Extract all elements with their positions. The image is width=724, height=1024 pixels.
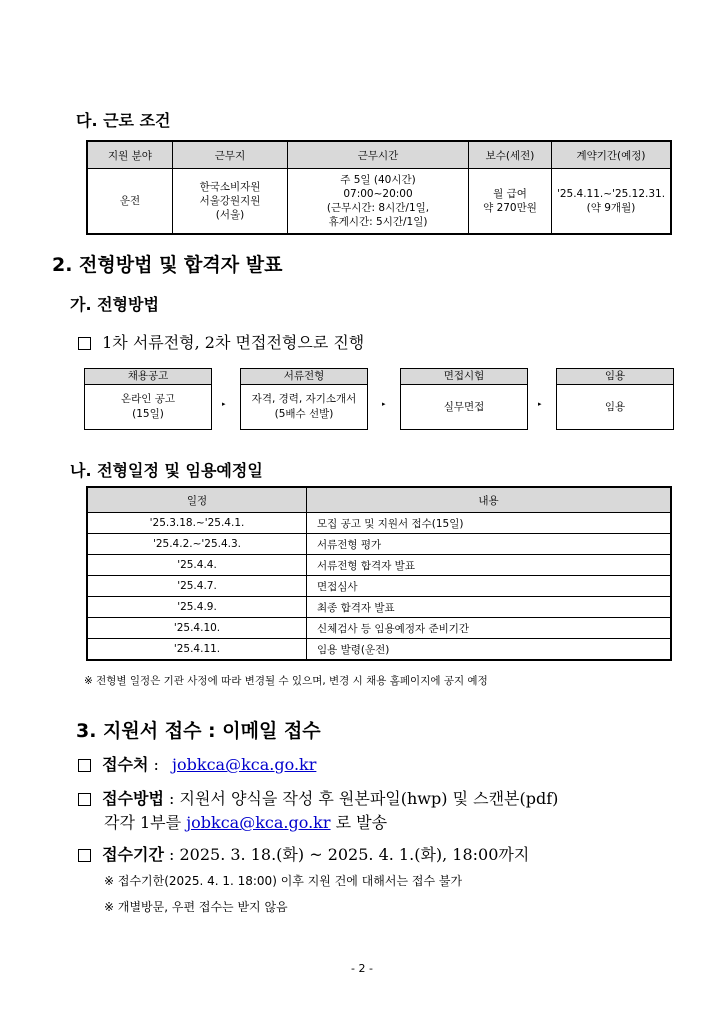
schedule-date: '25.4.4. <box>87 555 307 576</box>
section2-sub-ga: 가. 전형방법 <box>70 295 159 314</box>
pay-line: 약 270만원 <box>483 202 537 214</box>
cell-period <box>552 169 672 235</box>
flow-body-line: 온라인 공고 <box>120 393 176 405</box>
receiver-line <box>78 752 316 775</box>
cell-field: 운전 <box>87 169 173 235</box>
flow-step-appointment <box>556 368 674 430</box>
flow-arrow-icon: ▸ <box>538 400 542 408</box>
checkbox-icon <box>78 759 91 772</box>
header-date: 일정 <box>87 487 307 513</box>
method-line <box>78 330 364 353</box>
schedule-date: '25.4.2.~'25.4.3. <box>87 534 307 555</box>
schedule-date: '25.4.11. <box>87 639 307 661</box>
checkbox-icon <box>78 849 91 862</box>
flow-step-body <box>557 385 673 429</box>
schedule-content: 서류전형 평가 <box>307 534 672 555</box>
section-da-title: 다. 근로 조건 <box>76 111 171 130</box>
flow-body-line: (5배수 선발) <box>274 408 334 420</box>
hours-line: (근무시간: 8시간/1일, <box>326 202 430 214</box>
flow-step-document <box>240 368 368 430</box>
schedule-note: ※ 전형별 일정은 기관 사정에 따라 변경될 수 있으며, 변경 시 채용 홈페이지에 공지 예정 <box>84 675 488 687</box>
schedule-content: 최종 합격자 발표 <box>307 597 672 618</box>
schedule-content: 서류전형 합격자 발표 <box>307 555 672 576</box>
section2-sub-na: 나. 전형일정 및 임용예정일 <box>70 461 263 480</box>
schedule-content: 임용 발령(운전) <box>307 639 672 661</box>
hours-line: 주 5일 (40시간) <box>340 174 416 186</box>
flow-body-line: 자격, 경력, 자기소개서 <box>251 393 357 405</box>
flow-arrow-icon: ▸ <box>382 400 386 408</box>
table-row <box>87 534 671 555</box>
section2-title: 2. 전형방법 및 합격자 발표 <box>52 254 283 276</box>
flow-step-body <box>401 385 527 429</box>
work-conditions-table <box>86 140 672 235</box>
schedule-content: 모집 공고 및 지원서 접수(15일) <box>307 513 672 534</box>
table-row <box>87 639 671 661</box>
cell-pay <box>469 169 552 235</box>
flow-step-head: 임용 <box>557 369 673 385</box>
flow-body-line: (15일) <box>132 408 164 420</box>
receiver-separator: : <box>148 755 165 774</box>
header-field: 지원 분야 <box>87 141 173 169</box>
period-note-2: ※ 개별방문, 우편 접수는 받지 않음 <box>104 900 288 914</box>
section3-title: 3. 지원서 접수 : 이메일 접수 <box>76 720 321 742</box>
header-hours: 근무시간 <box>288 141 469 169</box>
flow-step-body <box>85 385 211 429</box>
header-content: 내용 <box>307 487 672 513</box>
submit-method-text: : 지원서 양식을 작성 후 원본파일(hwp) 및 스캔본(pdf) <box>163 789 559 808</box>
period-line <box>78 842 529 865</box>
cell-location <box>173 169 288 235</box>
method-line-2 <box>104 810 387 833</box>
table-row <box>87 576 671 597</box>
flow-body-line: 임용 <box>604 400 626 413</box>
page-number: - 2 - <box>351 962 373 975</box>
method-line-1 <box>78 786 558 809</box>
schedule-content: 면접심사 <box>307 576 672 597</box>
pay-line: 월 급여 <box>493 188 527 200</box>
table-header-row <box>87 487 671 513</box>
flow-step-announcement <box>84 368 212 430</box>
flow-step-interview <box>400 368 528 430</box>
submit-method-label: 접수방법 <box>102 789 164 808</box>
table-row <box>87 555 671 576</box>
flow-step-head: 채용공고 <box>85 369 211 385</box>
submit-method-text-2a: 각각 1부를 <box>104 813 187 832</box>
schedule-table <box>86 486 672 661</box>
hours-line: 07:00~20:00 <box>343 188 413 200</box>
cell-hours <box>288 169 469 235</box>
period-note-1: ※ 접수기한(2025. 4. 1. 18:00) 이후 지원 건에 대해서는 접수 불가 <box>104 874 463 888</box>
period-text: : 2025. 3. 18.(화) ~ 2025. 4. 1.(화), 18:00까지 <box>163 845 530 864</box>
submit-email-link[interactable]: jobkca@kca.go.kr <box>186 813 331 832</box>
header-period: 계약기간(예정) <box>552 141 672 169</box>
hours-line: 휴게시간: 5시간/1일) <box>328 216 428 228</box>
header-location: 근무지 <box>173 141 288 169</box>
checkbox-icon <box>78 793 91 806</box>
flow-body-line: 실무면접 <box>443 400 485 413</box>
period-label: 접수기간 <box>102 845 164 864</box>
receiver-email-link[interactable]: jobkca@kca.go.kr <box>172 755 317 774</box>
table-row <box>87 169 671 235</box>
schedule-date: '25.3.18.~'25.4.1. <box>87 513 307 534</box>
table-row <box>87 513 671 534</box>
location-line: 서울강원지원 <box>199 195 261 207</box>
method-text: 1차 서류전형, 2차 면접전형으로 진행 <box>102 333 365 352</box>
submit-method-text-2b: 로 발송 <box>330 813 388 832</box>
flow-step-body <box>241 385 367 429</box>
flow-step-head: 서류전형 <box>241 369 367 385</box>
table-header-row <box>87 141 671 169</box>
schedule-date: '25.4.10. <box>87 618 307 639</box>
flow-step-head: 면접시험 <box>401 369 527 385</box>
period-line: '25.4.11.~'25.12.31. <box>556 188 666 200</box>
schedule-date: '25.4.7. <box>87 576 307 597</box>
table-row <box>87 618 671 639</box>
schedule-date: '25.4.9. <box>87 597 307 618</box>
period-line: (약 9개월) <box>586 202 636 214</box>
checkbox-icon <box>78 337 91 350</box>
receiver-label: 접수처 <box>102 755 149 774</box>
location-line: (서울) <box>215 209 245 221</box>
table-row <box>87 597 671 618</box>
flow-arrow-icon: ▸ <box>222 400 226 408</box>
header-pay: 보수(세전) <box>469 141 552 169</box>
location-line: 한국소비자원 <box>199 181 261 193</box>
schedule-content: 신체검사 등 임용예정자 준비기간 <box>307 618 672 639</box>
